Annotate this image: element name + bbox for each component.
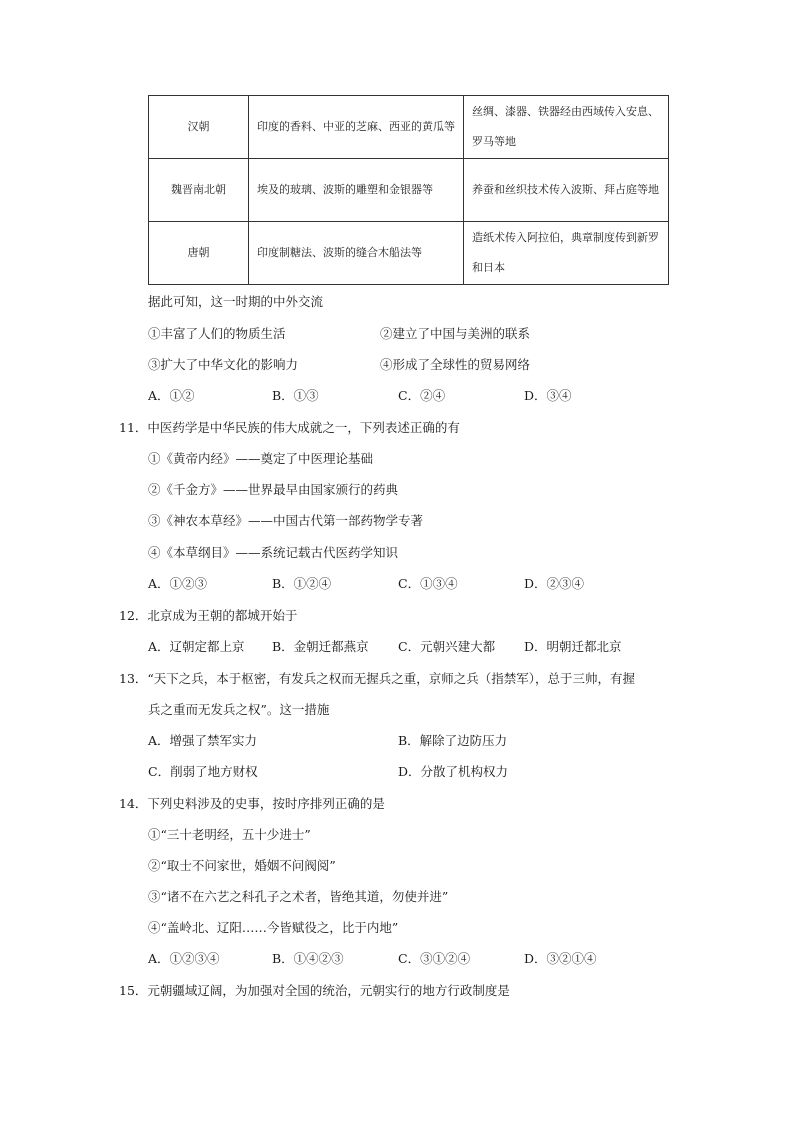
outbound-cell: 造纸术传入阿拉伯，典章制度传到新罗和日本 <box>464 222 669 285</box>
q14-item: ①“三十老明经，五十少进士” <box>148 827 311 842</box>
table-row <box>149 96 669 159</box>
q10-item: ④形成了全球性的贸易网络 <box>380 357 531 372</box>
q11-option-b: B．①②④ <box>272 576 332 591</box>
q11-item: ①《黄帝内经》——奠定了中医理论基础 <box>148 451 374 466</box>
q10-item: ③扩大了中华文化的影响力 <box>148 357 299 372</box>
q11-stem: 11．中医药学是中华民族的伟大成就之一，下列表述正确的有 <box>119 420 460 435</box>
table-row <box>149 159 669 222</box>
q12-option-c: C．元朝兴建大都 <box>398 639 496 654</box>
q11-item: ③《神农本草经》——中国古代第一部药物学专著 <box>148 513 424 528</box>
q13-stem-line2: 兵之重而无发兵之权”。这一措施 <box>148 702 330 717</box>
q10-stem: 据此可知，这一时期的中外交流 <box>148 294 324 309</box>
q14-option-c: C．③①②④ <box>398 951 471 966</box>
q11-option-a: A．①②③ <box>148 576 208 591</box>
q10-option-b: B．①③ <box>272 388 319 403</box>
q14-option-a: A．①②③④ <box>148 951 220 966</box>
q11-option-c: C．①③④ <box>398 576 458 591</box>
q11-item: ④《本草纲目》——系统记载古代医药学知识 <box>148 545 399 560</box>
q11-option-d: D．②③④ <box>524 576 585 591</box>
q13-option-b: B．解除了边防压力 <box>398 733 508 748</box>
table-row <box>149 222 669 285</box>
q10-option-d: D．③④ <box>524 388 572 403</box>
inbound-cell: 埃及的玻璃、波斯的雕塑和金银器等 <box>249 159 464 222</box>
inbound-cell: 印度制糖法、波斯的缝合木船法等 <box>249 222 464 285</box>
q12-option-d: D．明朝迁都北京 <box>524 639 622 654</box>
q14-stem: 14．下列史料涉及的史事，按时序排列正确的是 <box>119 796 385 811</box>
outbound-cell: 养蚕和丝织技术传入波斯、拜占庭等地 <box>464 159 669 222</box>
q15-stem: 15．元朝疆域辽阔，为加强对全国的统治，元朝实行的地方行政制度是 <box>119 983 510 998</box>
q10-option-c: C．②④ <box>398 388 446 403</box>
q12-option-a: A．辽朝定都上京 <box>148 639 245 654</box>
dynasty-cell: 汉朝 <box>149 96 249 159</box>
q10-option-a: A．①② <box>148 388 195 403</box>
inbound-cell: 印度的香料、中亚的芝麻、西亚的黄瓜等 <box>249 96 464 159</box>
q14-option-d: D．③②①④ <box>524 951 597 966</box>
q13-option-d: D．分散了机构权力 <box>398 764 509 779</box>
q11-item: ②《千金方》——世界最早由国家颁行的药典 <box>148 482 399 497</box>
q14-item: ②“取士不问家世，婚姻不问阀阅” <box>148 858 336 873</box>
exchange-table <box>148 95 669 285</box>
q14-option-b: B．①④②③ <box>272 951 344 966</box>
q12-stem: 12．北京成为王朝的都城开始于 <box>119 608 298 623</box>
outbound-cell: 丝绸、漆器、铁器经由西域传入安息、罗马等地 <box>464 96 669 159</box>
dynasty-cell: 魏晋南北朝 <box>149 159 249 222</box>
q13-stem-line1: 13．“天下之兵，本于枢密，有发兵之权而无握兵之重，京师之兵（指禁军），总于三帅，有握 <box>119 671 636 686</box>
q10-item: ②建立了中国与美洲的联系 <box>380 326 531 341</box>
dynasty-cell: 唐朝 <box>149 222 249 285</box>
q14-item: ③“诸不在六艺之科孔子之术者，皆绝其道，勿使并进” <box>148 889 449 904</box>
q13-option-c: C．削弱了地方财权 <box>148 764 258 779</box>
q10-item: ①丰富了人们的物质生活 <box>148 326 286 341</box>
q12-option-b: B．金朝迁都燕京 <box>272 639 369 654</box>
q13-option-a: A．增强了禁军实力 <box>148 733 258 748</box>
q14-item: ④“盖岭北、辽阳……今皆赋役之，比于内地” <box>148 920 399 935</box>
